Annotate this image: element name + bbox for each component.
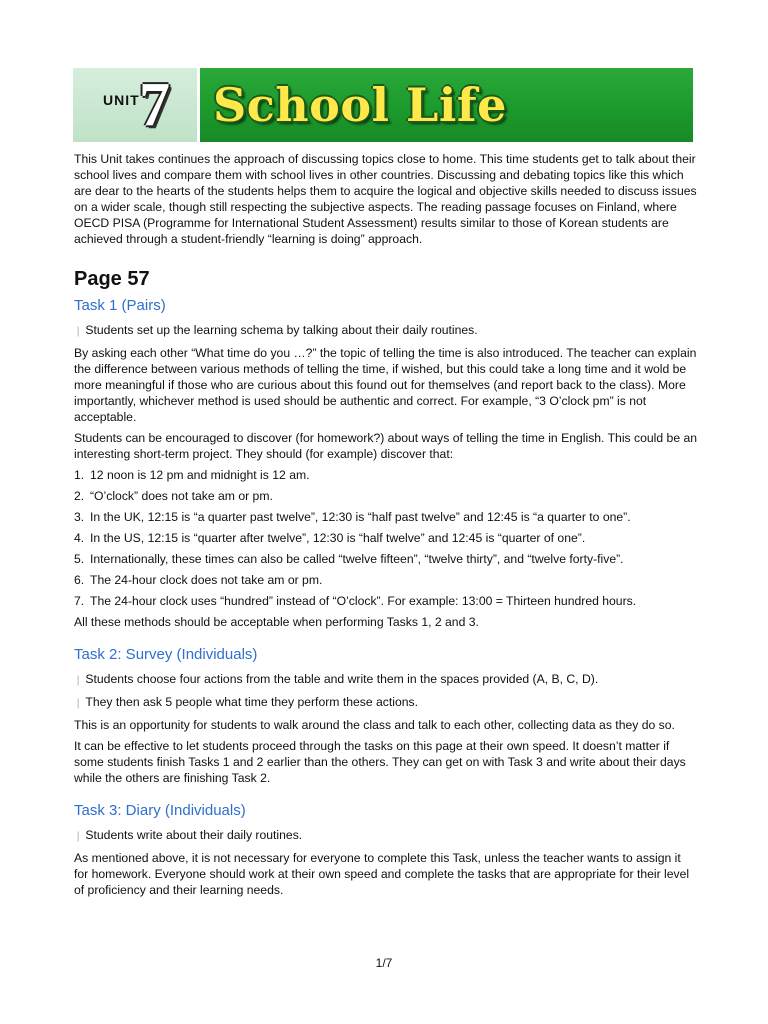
task1-bullet-text: Students set up the learning schema by talking about their daily routines. <box>85 323 478 337</box>
list-item: 5. Internationally, these times can also be called “twelve fifteen”, “twelve thirty”, and “twelve forty-five”. <box>74 552 624 566</box>
unit-number: 7 <box>139 71 170 139</box>
page-heading: Page 57 <box>74 268 150 290</box>
task1-bullet <box>74 322 698 340</box>
list-item: 4. In the US, 12:15 is “quarter after twelve”, 12:30 is “half twelve” and 12:45 is “quarter of one”. <box>74 531 586 545</box>
task2-heading: Task 2: Survey (Individuals) <box>74 646 258 663</box>
unit-label: UNIT <box>103 92 140 108</box>
list-item: 3. In the UK, 12:15 is “a quarter past twelve”, 12:30 is “half past twelve” and 12:45 is “a quarter to one”. <box>74 510 631 524</box>
unit-banner <box>73 68 693 142</box>
banner-divider <box>197 68 200 142</box>
task2-bullet-2 <box>74 694 698 712</box>
task1-paragraph-1: By asking each other “What time do you …?” the topic of telling the time is also introduced. The teacher can explain the difference between various methods of telling the time, if wished, but this could take a long time and it wold be more meaningful if those who are curious about this found out for themselves (and report back to the class). More importantly, whichever method is used should be authentic and correct. For example, “3 O’clock pm” is not acceptable. <box>74 346 697 424</box>
task2-paragraph-2: It can be effective to let students proceed through the tasks on this page at their own speed. It doesn’t matter if some students finish Tasks 1 and 2 earlier than the others. They can get on with Task 3 and write about their days while the others are finishing Task 2. <box>74 739 686 785</box>
list-item: 6. The 24-hour clock does not take am or pm. <box>74 573 323 587</box>
bullet-icon: ❘ <box>74 675 83 686</box>
list-item: 2. “O’clock” does not take am or pm. <box>74 489 273 503</box>
bullet-icon: ❘ <box>74 326 83 337</box>
task3-bullet <box>74 827 698 845</box>
unit-title: School Life <box>213 78 507 132</box>
task2-paragraph-1: This is an opportunity for students to walk around the class and talk to each other, collecting data as they do so. <box>74 718 675 732</box>
bullet-icon: ❘ <box>74 698 83 709</box>
page-number: 1/7 <box>375 956 393 970</box>
task1-closing: All these methods should be acceptable when performing Tasks 1, 2 and 3. <box>74 615 479 629</box>
task2-bullet-2-text: They then ask 5 people what time they perform these actions. <box>85 695 419 709</box>
task3-paragraph-1: As mentioned above, it is not necessary for everyone to complete this Task, unless the teacher wants to assign it for homework. Everyone should work at their own speed and complete the tasks that are appropriate for their level of proficiency and their learning needs. <box>74 851 690 897</box>
task1-heading: Task 1 (Pairs) <box>74 297 166 314</box>
document-body <box>74 151 698 903</box>
task3-bullet-text: Students write about their daily routines. <box>85 828 303 842</box>
list-item: 7. The 24-hour clock uses “hundred” instead of “O’clock”. For example: 13:00 = Thirteen hundred hours. <box>74 594 637 608</box>
task1-paragraph-2: Students can be encouraged to discover (for homework?) about ways of telling the time in English. This could be an interesting short-term project. They should (for example) discover that: <box>74 431 698 461</box>
list-item: 1. 12 noon is 12 pm and midnight is 12 am. <box>74 468 310 482</box>
bullet-icon: ❘ <box>74 831 83 842</box>
intro-paragraph: This Unit takes continues the approach of discussing topics close to home. This time students get to talk about their school lives and compare them with school lives in other countries. Discussing and debating topics like this which are dear to the hearts of the students helps them to acquire the logical and objective skills needed to discuss issues on a wider scale, though still respecting the subjective aspects. The reading passage focuses on Finland, where OECD PISA (Programme for International Student Assessment) results similar to those of Korean students are achieved through a student-friendly “learning is doing” approach. <box>74 152 697 246</box>
task3-heading: Task 3: Diary (Individuals) <box>74 802 246 819</box>
unit-badge <box>73 68 197 142</box>
time-telling-list <box>74 467 698 609</box>
task2-bullet-1 <box>74 671 698 689</box>
task2-bullet-1-text: Students choose four actions from the table and write them in the spaces provided (A, B, C, D). <box>85 672 599 686</box>
